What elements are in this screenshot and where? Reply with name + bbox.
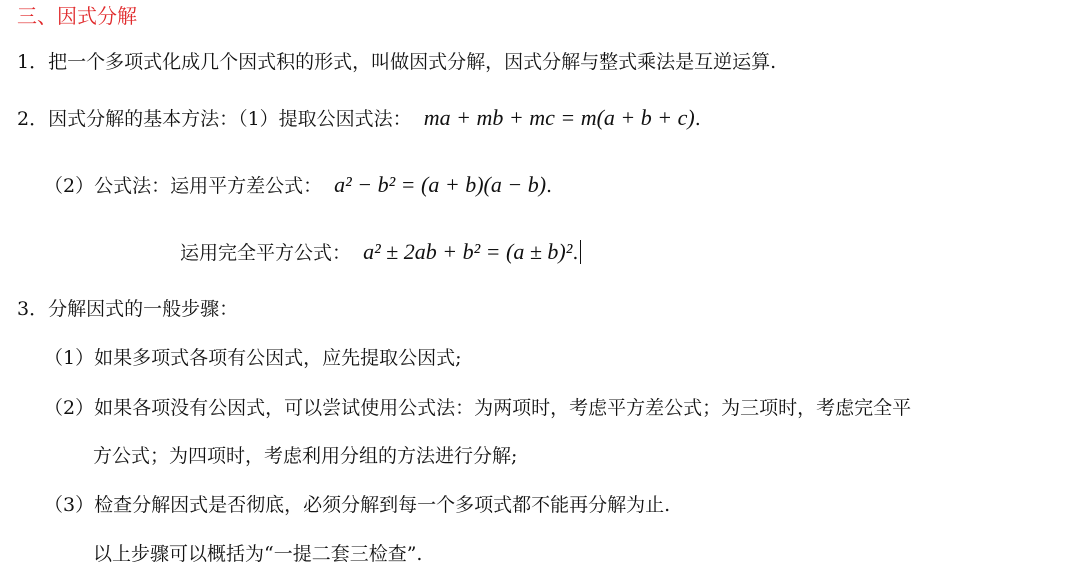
step-3: （3）检查分解因式是否彻底，必须分解到每一个多项式都不能再分解为止. [44, 494, 671, 516]
perfect-square-formula: a² ± 2ab + b² = (a ± b)² [363, 239, 573, 264]
step-2-line-2: 方公式；为四项时，考虑利用分组的方法进行分解; [93, 445, 518, 467]
item-2-sub-2-intro: （2）公式法：运用平方差公式： [44, 175, 323, 197]
item-2-sub-3-line [180, 239, 581, 266]
item-2-sub-2-line [44, 172, 552, 199]
item-2-sub-3-intro: 运用完全平方公式： [180, 242, 352, 264]
step-2-line-1: （2）如果各项没有公因式，可以尝试使用公式法：为两项时，考虑平方差公式；为三项时，考虑完全平 [44, 397, 912, 419]
formula-1-period: . [694, 108, 701, 130]
difference-of-squares-formula: a² − b² = (a + b)(a − b) [334, 172, 547, 197]
item-2-line [17, 105, 701, 132]
step-1: （1）如果多项式各项有公因式，应先提取公因式; [44, 347, 462, 369]
section-title: 三、因式分解 [17, 4, 137, 28]
item-2-intro: 2．因式分解的基本方法：（1）提取公因式法： [17, 108, 412, 130]
common-factor-formula: ma + mb + mc = m(a + b + c) [423, 105, 695, 130]
item-1-text: 1．把一个多项式化成几个因式积的形式，叫做因式分解，因式分解与整式乘法是互逆运算. [17, 51, 777, 73]
item-3-title: 3．分解因式的一般步骤： [17, 298, 239, 320]
summary: 以上步骤可以概括为“一提二套三检查”. [93, 543, 423, 565]
formula-3-period: . [572, 242, 579, 264]
text-cursor [580, 240, 581, 264]
formula-2-period: . [546, 175, 553, 197]
